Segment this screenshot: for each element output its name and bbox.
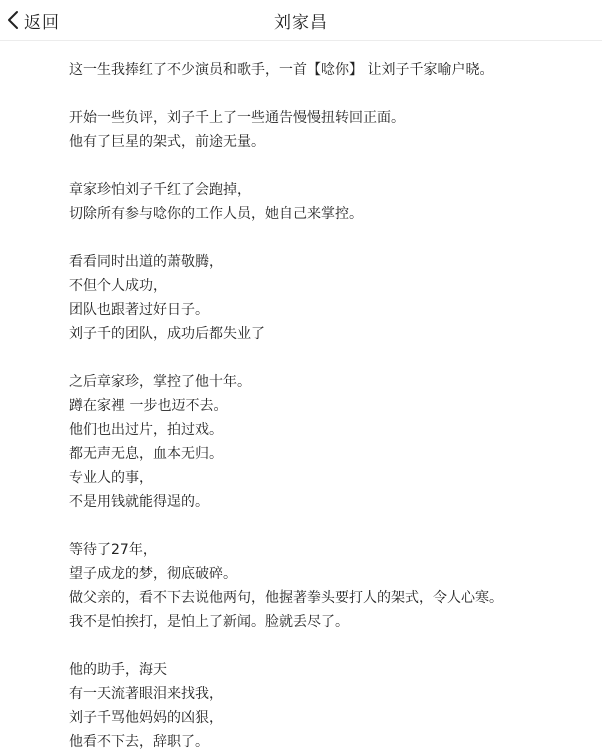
paragraph [69,370,589,514]
text-line: 看看同时出道的萧敬腾， [69,254,223,270]
nav-bar [0,0,602,41]
paragraph [69,658,589,754]
text-line: 不是用钱就能得逞的。 [69,494,209,510]
text-line: 不但个人成功， [69,278,167,294]
paragraph-gap [69,346,589,370]
text-line: 做父亲的，看不下去说他两句，他握著拳头要打人的架式，令人心寒。 [69,590,503,606]
text-line: 有一天流著眼泪来找我， [69,686,223,702]
paragraph [69,250,589,346]
text-line: 刘子千的团队，成功后都失业了 [69,326,265,342]
paragraph-gap [69,634,589,658]
paragraph [69,106,589,154]
text-line: 蹲在家裡 一步也迈不去。 [69,398,228,414]
paragraph-gap [69,226,589,250]
page-title: 刘家昌 [274,13,328,33]
text-line: 章家珍怕刘子千红了会跑掉， [69,182,251,198]
text-line: 之后章家珍，掌控了他十年。 [69,374,251,390]
text-line: 刘子千骂他妈妈的凶狠， [69,710,223,726]
text-line: 他看不下去，辞职了。 [69,734,209,750]
text-line: 望子成龙的梦，彻底破碎。 [69,566,237,582]
text-line: 我不是怕挨打，是怕上了新闻。脸就丢尽了。 [69,614,349,630]
text-line: 开始一些负评，刘子千上了一些通告慢慢扭转回正面。 [69,110,405,126]
text-line: 他的助手，海天 [69,662,167,678]
paragraph [69,538,589,634]
text-line: 等待了27年， [69,542,157,558]
text-line: 团队也跟著过好日子。 [69,302,209,318]
paragraph [69,58,589,82]
text-line: 他们也出过片，拍过戏。 [69,422,223,438]
back-label: 返回 [24,12,60,33]
paragraph-gap [69,154,589,178]
paragraph-gap [69,514,589,538]
text-line: 这一生我捧红了不少演员和歌手，一首【唸你】 让刘子千家喻户晓。 [69,62,494,78]
text-line: 切除所有参与唸你的工作人员，她自己来掌控。 [69,206,363,222]
paragraph [69,178,589,226]
text-line: 都无声无息，血本无归。 [69,446,223,462]
text-line: 专业人的事， [69,470,153,486]
paragraph-gap [69,82,589,106]
article-body [69,58,589,754]
text-line: 他有了巨星的架式，前途无量。 [69,134,265,150]
